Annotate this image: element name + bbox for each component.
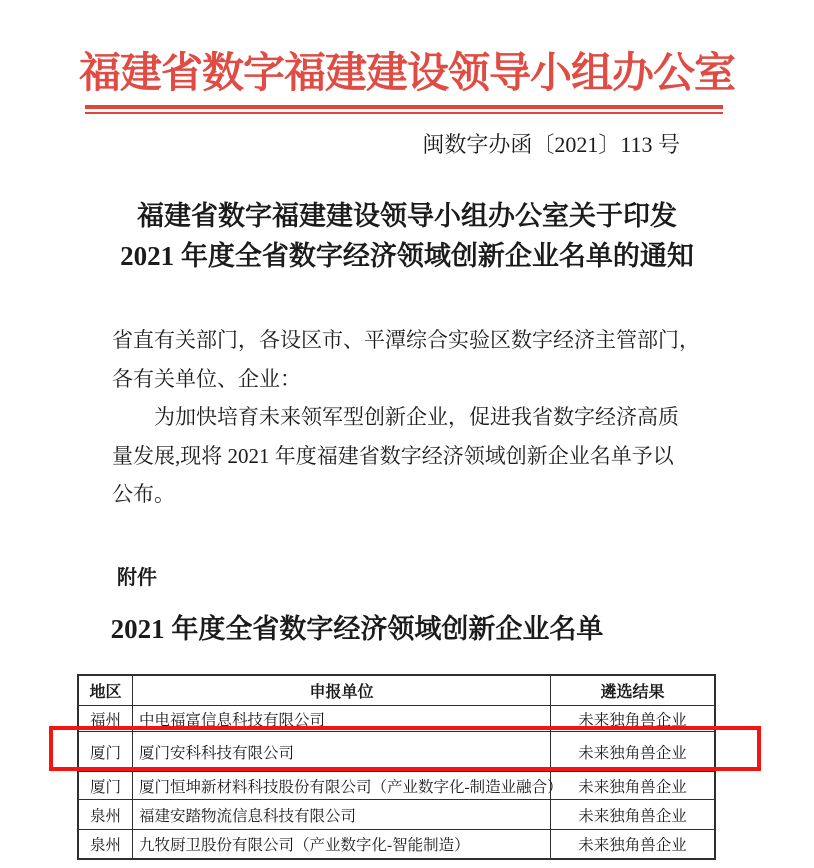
company-cell: 中电福富信息科技有限公司: [132, 706, 551, 731]
highlight-annotation-box: [49, 726, 761, 771]
region-cell: 泉州: [89, 837, 121, 854]
body-paragraph-line-2: 量发展,现将 2021 年度福建省数字经济领域创新企业名单予以: [112, 443, 674, 468]
region-cell: 厦门: [89, 744, 121, 762]
column-header-company: 申报单位: [132, 676, 551, 705]
body-addressee-line-1: 省直有关部门，各设区市、平潭综合实验区数字经济主管部门，: [112, 328, 700, 352]
body-paragraph-line-1: 为加快培育未来领军型创新企业，促进我省数字经济高质: [154, 405, 679, 429]
company-cell: 厦门恒坤新材料科技股份有限公司（产业数字化-制造业融合）: [132, 772, 551, 799]
result-cell: 未来独角兽企业: [578, 744, 687, 762]
region-cell: 泉州: [89, 807, 121, 825]
result-cell: 未来独角兽企业: [578, 778, 687, 796]
document-title: [0, 196, 814, 276]
column-header-region: 地区: [89, 684, 122, 701]
body-addressee-line-2: 各有关单位、企业：: [112, 366, 301, 391]
result-cell: 未来独角兽企业: [578, 837, 687, 854]
result-cell: 未来独角兽企业: [578, 807, 687, 825]
document-title-line-2: 2021 年度全省数字经济领域创新企业名单的通知: [120, 241, 694, 271]
region-cell: 福州: [89, 711, 121, 729]
body-paragraph-line-3: 公布。: [112, 482, 175, 506]
company-cell: 福建安踏物流信息科技有限公司: [132, 800, 551, 829]
region-cell: 厦门: [89, 778, 121, 796]
attachment-label: 附件: [117, 567, 157, 589]
column-header-result: 遴选结果: [600, 684, 665, 701]
attachment-title: 2021 年度全省数字经济领域创新企业名单: [110, 614, 604, 644]
document-number: 闽数字办函〔2021〕113 号: [422, 132, 680, 157]
document-title-line-1: 福建省数字福建建设领导小组办公室关于印发: [137, 201, 677, 231]
letterhead-agency-title: 福建省数字福建建设领导小组办公室: [78, 51, 735, 97]
table-row: [79, 771, 714, 799]
company-cell: 厦门安科科技有限公司: [132, 732, 551, 771]
table-row: [79, 799, 714, 829]
table-header-row: [79, 676, 714, 705]
company-cell: 九牧厨卫股份有限公司（产业数字化-智能制造）: [132, 830, 551, 858]
result-cell: 未来独角兽企业: [578, 711, 687, 729]
letterhead-red-rule: [85, 105, 723, 114]
document-body: [112, 321, 712, 514]
table-row: [79, 829, 714, 858]
